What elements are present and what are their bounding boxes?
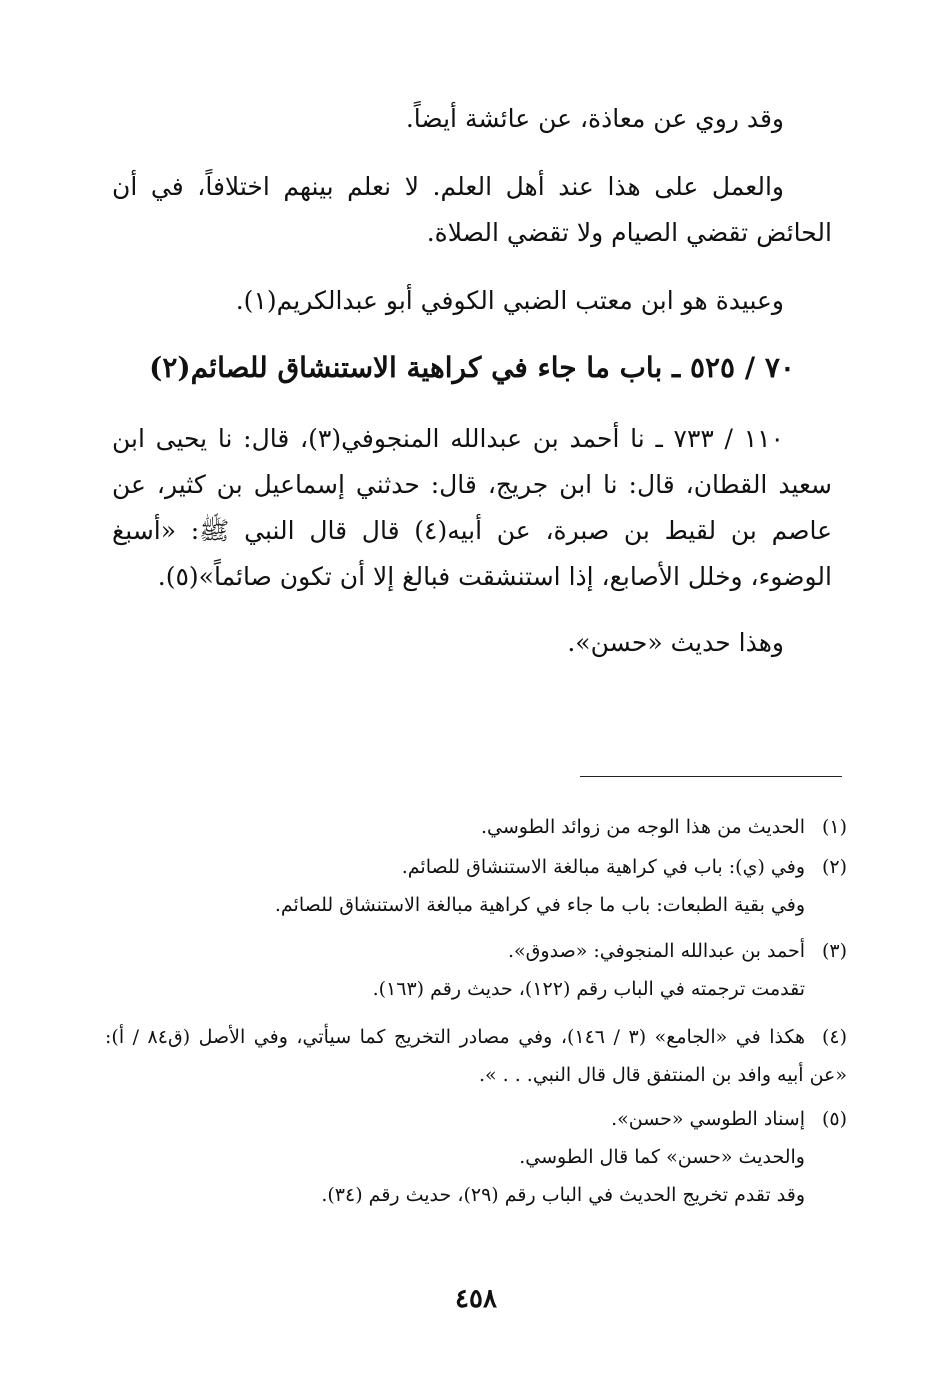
footnote-line: وفي بقية الطبعات: باب ما جاء في كراهية مبالغة الاستنشاق للصائم. (274, 894, 805, 916)
footnote-3 (105, 932, 847, 1008)
footnote-number: (٤) (821, 1026, 848, 1048)
hadith-text: ١١٠ / ٧٣٣ ـ نا أحمد بن عبدالله المنجوفي(٣)، قال: نا يحيى ابن سعيد القطان، قال: نا ابن جريج، قال: حدثني إسماعيل بن كثير، عن عاصم بن لقيط بن صبرة، عن أبيه(٤) قال قال النبي ﷺ: «أسبغ الوضوء، وخلل الأصابع، إذا استنشقت فبالغ إلا أن تكون صائماً»(٥). (112, 424, 832, 591)
footnote-line: الحديث من هذا الوجه من زوائد الطوسي. (480, 816, 805, 838)
page-number: ٤٥٨ (455, 1284, 497, 1314)
footnote-line: والحديث «حسن» كما قال الطوسي. (519, 1146, 805, 1168)
footnote-line: هكذا في «الجامع» (٣ / ١٤٦)، وفي مصادر التخريج كما سيأتي، وفي الأصل (ق٨٤ / أ): «عن أبيه وافد بن المنتفق قال قال النبي. . . ». (105, 1026, 847, 1086)
footnote-2 (105, 848, 847, 924)
footnote-1 (105, 808, 847, 846)
footnote-line: تقدمت ترجمته في الباب رقم (١٢٢)، حديث رقم (١٦٣). (372, 978, 805, 1000)
footnote-line: أحمد بن عبدالله المنجوفي: «صدوق». (508, 940, 805, 962)
footnote-line: وفي (ي): باب في كراهية مبالغة الاستنشاق للصائم. (401, 856, 805, 878)
footnote-line: إسناد الطوسي «حسن». (611, 1108, 805, 1130)
footnote-number: (١) (821, 816, 847, 838)
footnote-number: (٢) (821, 856, 847, 878)
paragraph-scholars-practice: والعمل على هذا عند أهل العلم. لا نعلم بينهم اختلافاً، في أن الحائض تقضي الصيام ولا تقضي الصلاة. (112, 172, 832, 247)
footnote-separator (580, 776, 842, 777)
footnote-5 (105, 1100, 847, 1214)
hadith-grading: وهذا حديث «حسن». (567, 628, 784, 657)
paragraph-aisha-narration: وقد روي عن معاذة، عن عائشة أيضاً. (405, 104, 784, 133)
footnote-number: (٣) (821, 940, 847, 962)
footnote-number: (٥) (821, 1108, 847, 1130)
footnote-4 (105, 1018, 847, 1094)
footnote-line: وقد تقدم تخريج الحديث في الباب رقم (٢٩)، حديث رقم (٣٤). (321, 1184, 805, 1206)
paragraph-ubaydah-identity: وعبيدة هو ابن معتب الضبي الكوفي أبو عبدالكريم(١). (235, 286, 784, 315)
chapter-heading: ٧٠ / ٥٢٥ ـ باب ما جاء في كراهية الاستنشاق للصائم(٢) (149, 351, 795, 384)
